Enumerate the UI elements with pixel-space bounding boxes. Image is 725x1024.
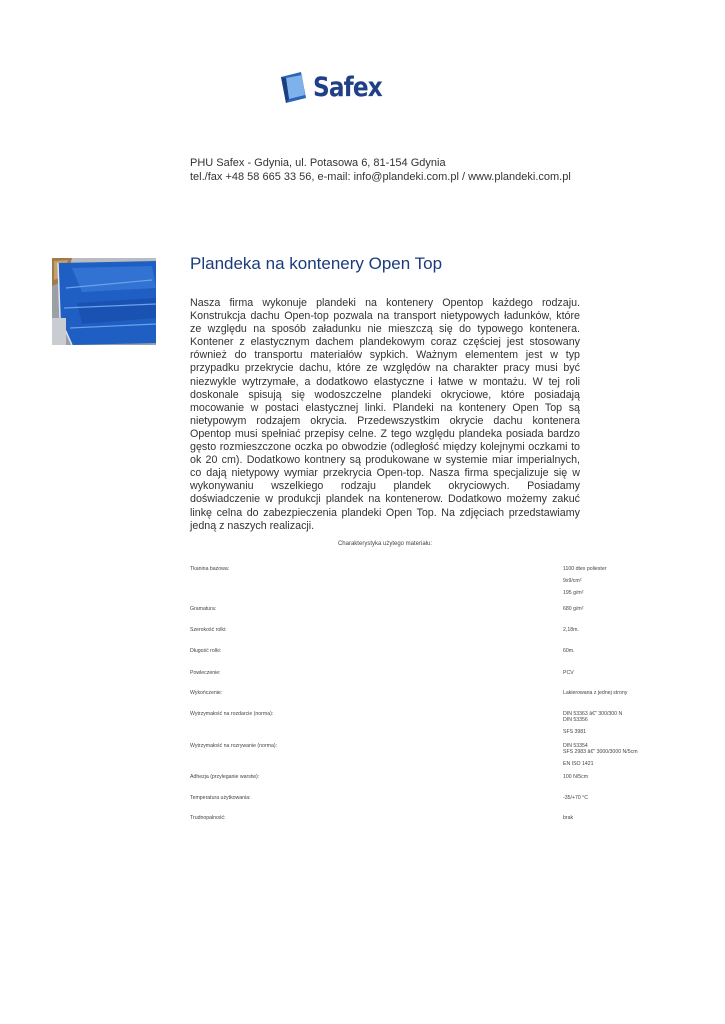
spec-value: 100 N/5cm <box>563 774 589 780</box>
spec-value: 680 g/m² <box>563 606 584 612</box>
spec-label: Długość rolki: <box>190 648 222 654</box>
contact-info <box>190 156 571 184</box>
page-title: Plandeka na kontenery Open Top <box>190 254 443 273</box>
spec-label: Wytrzymałość na rozrywanie (norma): <box>190 743 278 749</box>
spec-value: DIN 53354 <box>563 743 588 749</box>
spec-value: SFS 2983 â€" 3000/3000 N/5cm <box>563 749 638 755</box>
spec-value: 2,18m. <box>563 627 579 633</box>
logo-mark-icon <box>279 71 309 105</box>
spec-value: EN ISO 1421 <box>563 761 594 767</box>
spec-label: Wykończenie: <box>190 690 223 696</box>
contact-address: PHU Safex - Gdynia, ul. Potasowa 6, 81-154 Gdynia <box>190 157 446 169</box>
spec-value: 195 g/m² <box>563 590 584 596</box>
spec-label: Trudnopalność: <box>190 815 226 821</box>
contact-phone-email: tel./fax +48 58 665 33 56, e-mail: info@plandeki.com.pl / www.plandeki.com.pl <box>190 171 571 183</box>
logo-wordmark: Safex <box>313 72 382 103</box>
spec-value: DIN 53363 â€" 300/300 N <box>563 711 623 717</box>
spec-label: Gramatura: <box>190 606 217 612</box>
spec-value: 60m. <box>563 648 575 654</box>
spec-value: Lakierowana z jednej strony <box>563 690 628 696</box>
spec-label: Szerokość rolki: <box>190 627 227 633</box>
spec-label: Tkanina bazowa: <box>190 566 230 572</box>
tarp-photo <box>52 258 156 345</box>
company-logo <box>279 70 393 106</box>
spec-value: DIN 53356 <box>563 717 588 723</box>
spec-value: brak <box>563 815 574 821</box>
article-body: Nasza firma wykonuje plandeki na kontenery Opentop każdego rodzaju. Konstrukcja dachu Open-top pozwala na transport nietypowych ładunków, które ze względu na sposób załadunku nie mieszczą się do typowego kontenera. Kontener z elastycznym dachem plandekowym coraz częściej jest stosowany również do transportu materiałów sypkich. Ważnym elementem jest w typ przypadku przekrycie dachu, które ze względów na charakter pracy musi być niezwykle wytrzymałe, a dodatkowo elastyczne i łatwe w montażu. W tej roli doskonale spisują się wodoszczelne plandeki okryciowe, które posiadają mocowanie w postaci elastycznej linki. Plandeki na kontenery Open Top są nietypowym rodzajem okrycia. Przedewszystkim okrycie dachu kontenera Opentop musi spełniać przepisy celne. Z tego względu plandeka posiada bardzo gęsto rozmieszczone oczka po obwodzie (odległość między kolejnymi oczkami to ok 20 cm). Dodatkowo kontnery są produkowane w systemie miar imperialnych, co dają nietypowy wymiar przekrycia Open-top. Nasza firma specjalizuje się w wykonywaniu wszelkiego rodzaju plandek okryciowych. Posiadamy doświadczenie w produkcji plandek na kontenerow. Dodatkowo możemy zakuć linkę celna do zabezpieczenia plandeki Open Top. Na zdjęciach przedstawiamy jedną z naszych realizacji. <box>190 297 580 532</box>
spec-label: Temperatura użytkowania: <box>190 795 251 801</box>
spec-caption: Charakterystyka użytego materiału: <box>337 541 433 547</box>
spec-value: PCV <box>563 670 574 676</box>
spec-value: SFS 3981 <box>563 729 587 735</box>
spec-label: Wytrzymałość na rozdarcie (norma): <box>190 711 274 717</box>
spec-value: 9x9/cm² <box>563 578 582 584</box>
spec-value: 1100 dtex poliester <box>563 566 607 572</box>
spec-label: Adhezja (przyleganie warstw): <box>190 774 260 780</box>
spec-value: -35/+70 °C <box>563 795 589 801</box>
spec-label: Powleczenie: <box>190 670 221 676</box>
